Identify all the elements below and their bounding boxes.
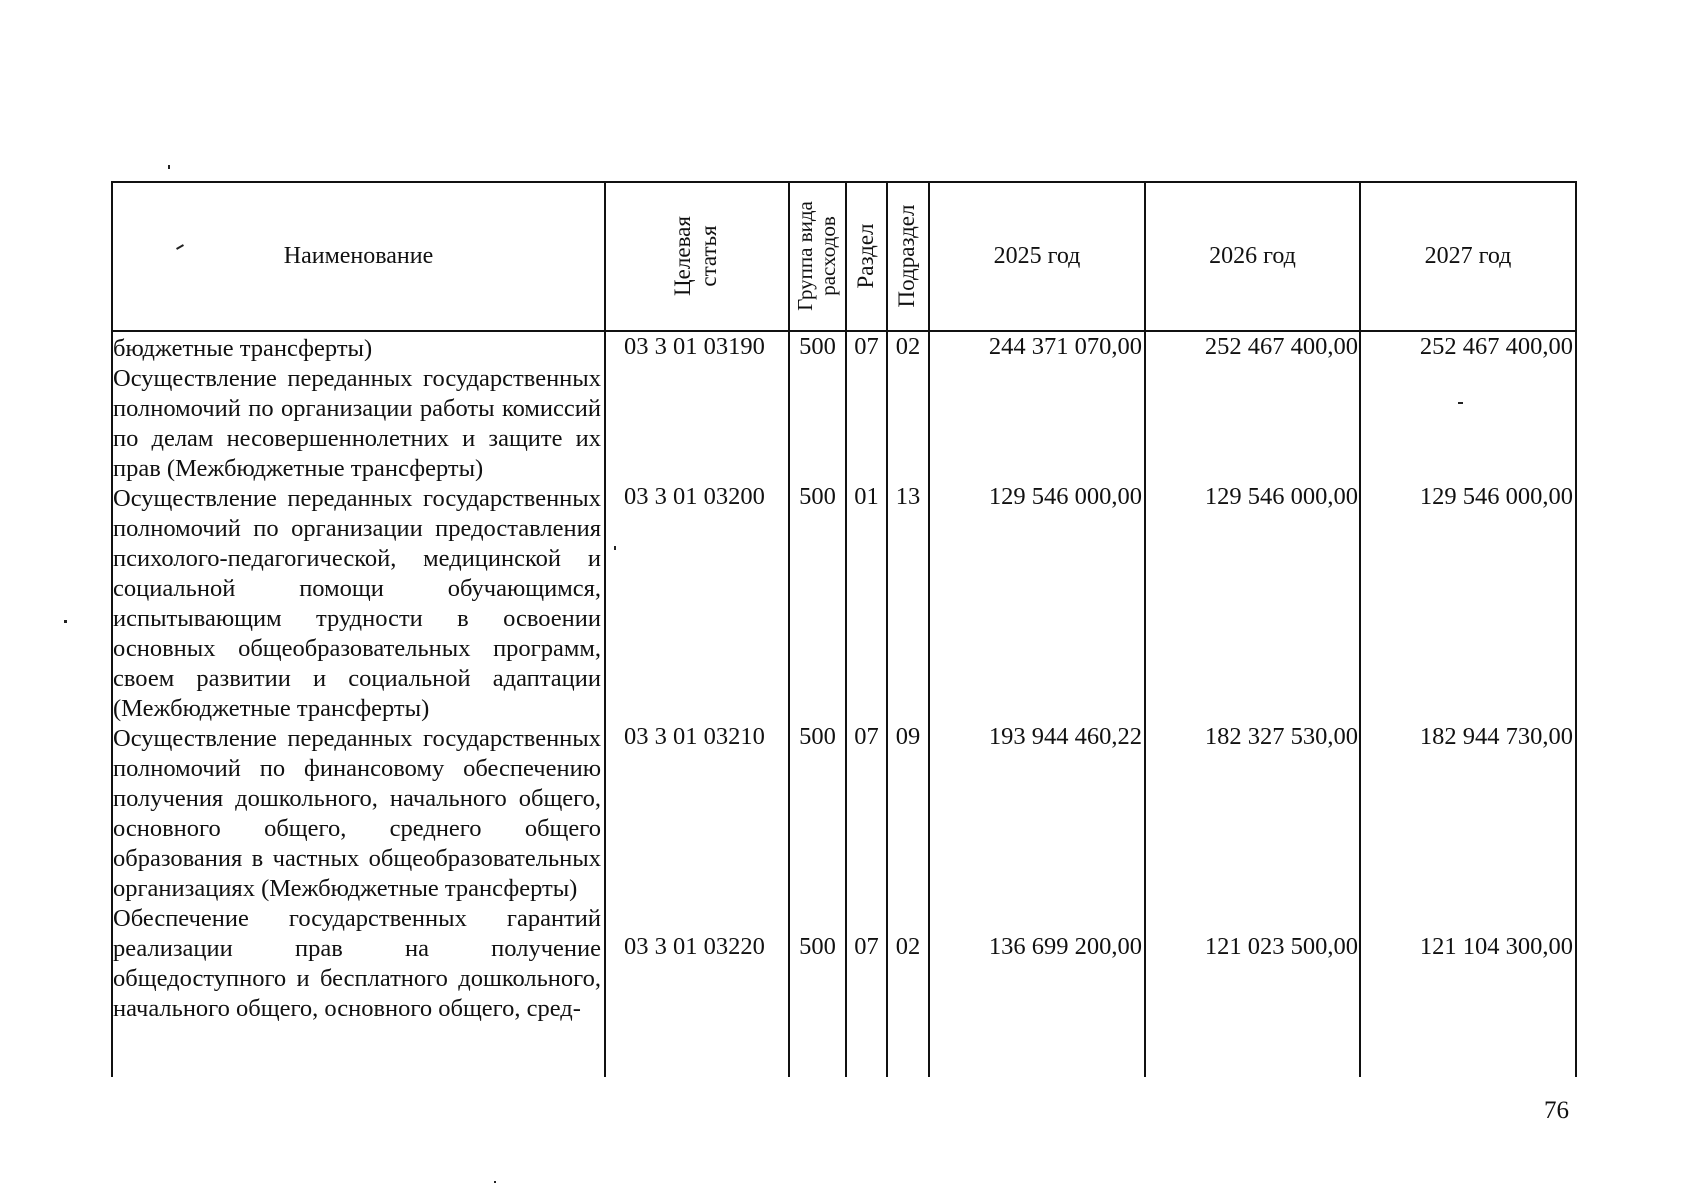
budget-table <box>111 181 1577 1077</box>
page-number: 76 <box>1544 1097 1569 1124</box>
header-year-2026: 2026 год <box>1209 243 1296 269</box>
scan-speck <box>64 620 67 623</box>
name-column <box>113 334 601 1024</box>
amount-2025: 129 546 000,00 <box>988 483 1142 510</box>
amount-2027: 252 467 400,00 <box>1419 333 1573 360</box>
target-article-code: 03 3 01 03210 <box>624 723 765 750</box>
amount-2025: 193 944 460,22 <box>988 723 1142 750</box>
target-article-code: 03 3 01 03220 <box>624 933 765 960</box>
target-article-code: 03 3 01 03200 <box>624 483 765 510</box>
table-right-border <box>1575 181 1577 1077</box>
name-paragraph: Осуществление переданных государственных полномочий по организации предоставления психолого-педагогической, медицинской и социальной помощи обучающимся, испытывающим трудности в освоении основных общеобразовательных программ, своем развитии и социальной адаптации (Межбюджетные трансферты) <box>113 485 601 722</box>
amount-2027: 129 546 000,00 <box>1419 483 1573 510</box>
header-target-article: Целевая статья <box>670 216 721 296</box>
section-code: 07 <box>854 933 879 960</box>
expense-group-code: 500 <box>799 333 836 360</box>
header-subsection: Подраздел <box>894 204 919 308</box>
expense-group-code: 500 <box>799 723 836 750</box>
amount-2026: 121 023 500,00 <box>1204 933 1358 960</box>
header-year-2027: 2027 год <box>1424 243 1512 269</box>
amount-2027: 182 944 730,00 <box>1419 723 1573 750</box>
column-divider <box>604 181 606 1077</box>
section-code: 01 <box>854 483 879 510</box>
amount-2025: 136 699 200,00 <box>988 933 1142 960</box>
header-section: Раздел <box>853 223 878 289</box>
name-paragraph: Осуществление переданных государственных полномочий по организации работы комиссий по делам несовершеннолетних и защите их прав (Межбюджетные трансферты) <box>113 365 601 482</box>
target-article-code: 03 3 01 03190 <box>624 333 765 360</box>
amount-2027: 121 104 300,00 <box>1419 933 1573 960</box>
expense-group-code: 500 <box>799 933 836 960</box>
header-name: Наименование <box>283 243 434 269</box>
amount-2025: 244 371 070,00 <box>988 333 1142 360</box>
header-expense-group: Группа вида расходов <box>793 201 840 311</box>
section-code: 07 <box>854 333 879 360</box>
scan-speck <box>494 1181 496 1183</box>
scan-speck <box>1458 402 1463 404</box>
subsection-code: 02 <box>895 333 921 360</box>
header-year-2025: 2025 год <box>993 243 1081 269</box>
scan-speck <box>168 165 170 169</box>
name-paragraph: Осуществление переданных государственных полномочий по финансовому обеспечению получения дошкольного, начального общего, основного общего, среднего общего образования в частных общеобразовательных организациях (Межбюджетные трансферты) <box>113 725 601 902</box>
scan-speck <box>614 546 616 550</box>
name-paragraph: бюджетные трансферты) <box>113 335 373 362</box>
subsection-code: 13 <box>895 483 921 510</box>
amount-2026: 182 327 530,00 <box>1204 723 1358 750</box>
section-code: 07 <box>854 723 879 750</box>
expense-group-code: 500 <box>799 483 836 510</box>
amount-2026: 252 467 400,00 <box>1204 333 1358 360</box>
name-paragraph: Обеспечение государственных гарантий реализации прав на получение общедоступного и бесплатного дошкольного, начального общего, основного общего, сред- <box>113 905 601 1022</box>
subsection-code: 02 <box>895 933 921 960</box>
subsection-code: 09 <box>895 723 921 750</box>
amount-2026: 129 546 000,00 <box>1204 483 1358 510</box>
